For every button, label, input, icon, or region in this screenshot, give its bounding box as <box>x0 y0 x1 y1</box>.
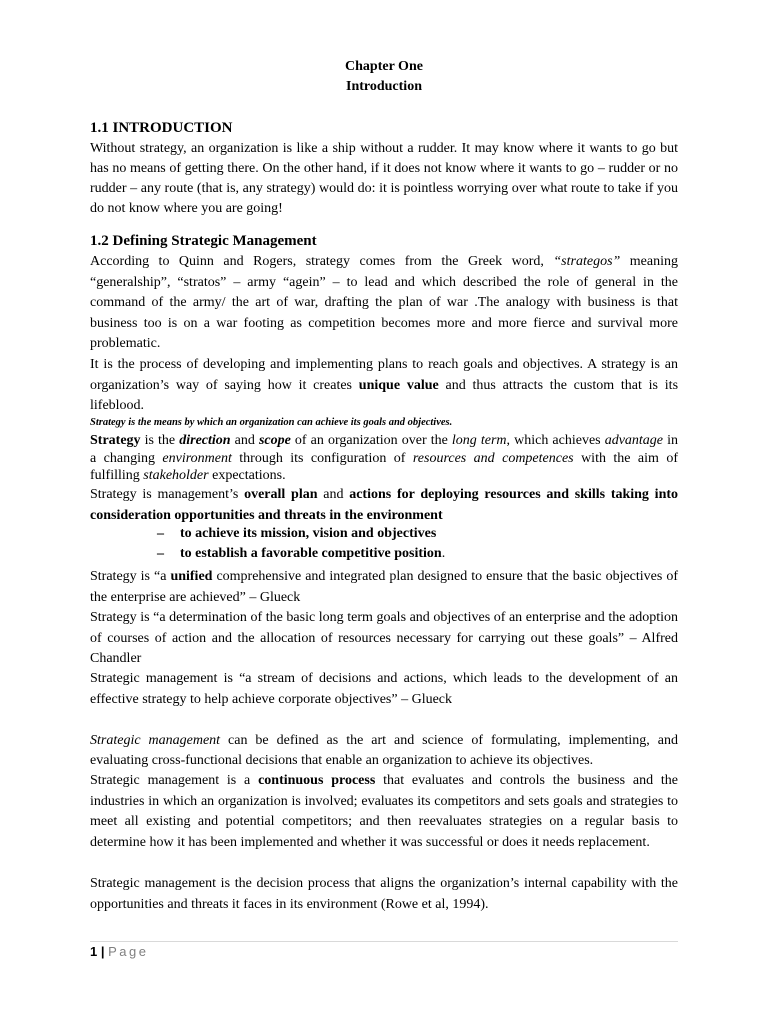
p4-t4: actions for deploying resources and skills taking into consideration opportunities and threats in the environment <box>90 487 679 523</box>
section-heading-1-2: 1.2 Defining Strategic Management <box>90 233 317 249</box>
p3-t16: expectations. <box>208 468 286 483</box>
section-heading-1-1: 1.1 INTRODUCTION <box>90 120 233 136</box>
p8-t1: Strategic management <box>90 733 221 748</box>
p3-t14: with the aim of fulfilling <box>90 450 678 483</box>
p3-t8: , which achieves <box>506 433 605 448</box>
strategy-means-note: Strategy is the means by which an organization can achieve its goals and objectives. <box>90 417 453 428</box>
footer-divider <box>90 941 678 942</box>
p3-t4: and <box>230 433 259 448</box>
process-text-b: and thus attracts the custom that is its lifeblood. <box>90 377 679 413</box>
p3-t2: is the <box>140 433 180 448</box>
bullet-item <box>157 546 445 562</box>
chandler-paragraph: Strategy is “a determination of the basic long term goals and objectives of an enterprise and the adoption of courses of action and the allocation of resources necessary for carrying out these goals” – Alfred Chandler <box>90 610 678 666</box>
bullet-text: to establish a favorable competitive position <box>180 546 442 561</box>
bullet-text: to achieve its mission, vision and objectives <box>180 526 437 541</box>
chapter-subtitle: Introduction <box>346 79 422 94</box>
etymology-text-b: meaning “generalship”, “stratos” – army “agein” – to lead and which described the role of general in the command of the army/ the art of war, drafting the plan of war .The analogy with business is that business too is on a war footing as competition becomes more and more fierce and survival more problematic. <box>90 254 678 351</box>
bullet-dash: – <box>157 526 164 541</box>
page-number: 1 <box>90 944 98 959</box>
process-paragraph <box>90 355 678 417</box>
page-footer <box>90 944 148 959</box>
p3-t13: resources and competences <box>412 450 574 466</box>
p9-t2: continuous process <box>258 773 376 788</box>
p3-t10: in a changing <box>90 433 678 466</box>
overall-plan-paragraph <box>90 485 678 526</box>
section-1-1-paragraph: Without strategy, an organization is like a ship without a rudder. It may know where it wants to go but has no means of getting there. On the other hand, if it does not know where it wants to go – rudder or no rudder – any route (that is, any strategy) would do: it is pointless worrying over what route to take if you do not know where you are going! <box>90 141 678 216</box>
p3-t3: direction <box>179 433 231 448</box>
p5-t1: Strategy is “a <box>90 569 171 584</box>
etymology-paragraph <box>90 252 678 355</box>
unified-plan-paragraph <box>90 567 678 608</box>
page-label: Page <box>108 944 149 959</box>
p4-t1: Strategy is management’s <box>90 487 245 502</box>
unique-value-term: unique value <box>358 377 439 393</box>
p5-t2: unified <box>170 569 213 584</box>
p3-t9: advantage <box>604 433 664 448</box>
bullet-tail: . <box>441 546 446 561</box>
p9-t1: Strategic management is a <box>90 773 259 788</box>
strategy-direction-paragraph <box>90 432 678 485</box>
strategos-term: “strategos” <box>553 254 621 269</box>
p3-t7: long term <box>451 433 507 448</box>
glueck-stream-paragraph: Strategic management is “a stream of decisions and actions, which leads to the development of an effective strategy to help achieve corporate objectives” – Glueck <box>90 671 678 707</box>
p3-t1: Strategy <box>90 433 141 448</box>
process-text-a: It is the process of developing and implementing plans to reach goals and objectives. A strategy is an organization’s way of saying how it creates <box>90 357 678 393</box>
p3-t12: through its configuration of <box>231 450 413 466</box>
p8-t2: can be defined as the art and science of formulating, implementing, and evaluating cross-functional decisions that enable an organization to achieve its objectives. <box>90 733 678 768</box>
bullet-dash: – <box>157 546 164 561</box>
art-science-paragraph <box>90 731 678 771</box>
page-separator: | <box>97 944 109 959</box>
p3-t11: environment <box>162 450 232 466</box>
p4-t3: and <box>317 487 350 502</box>
p3-t5: scope <box>258 433 291 448</box>
p9-t3: that evaluates and controls the business and the industries in which an organization is involved; evaluates its competitors and sets goals and strategies to meet all existing and potential competitors; and then reevaluates strategies on a regular basis to determine how it has been implemented and whether it was successful or does it needs replacement. <box>90 773 678 850</box>
bullet-item <box>157 526 436 542</box>
p3-t6: of an organization over the <box>290 433 452 448</box>
etymology-text-a: According to Quinn and Rogers, strategy comes from the Greek word, <box>90 254 554 269</box>
p5-t3: comprehensive and integrated plan designed to ensure that the basic objectives of the enterprise are achieved” – Glueck <box>90 569 679 605</box>
decision-process-paragraph: Strategic management is the decision process that aligns the organization’s internal capability with the opportunities and threats it faces in its environment (Rowe et al, 1994). <box>90 876 678 912</box>
continuous-process-paragraph <box>90 771 678 853</box>
p4-t2: overall plan <box>244 487 318 502</box>
chapter-title: Chapter One <box>345 59 423 74</box>
p3-t15: stakeholder <box>143 468 209 483</box>
